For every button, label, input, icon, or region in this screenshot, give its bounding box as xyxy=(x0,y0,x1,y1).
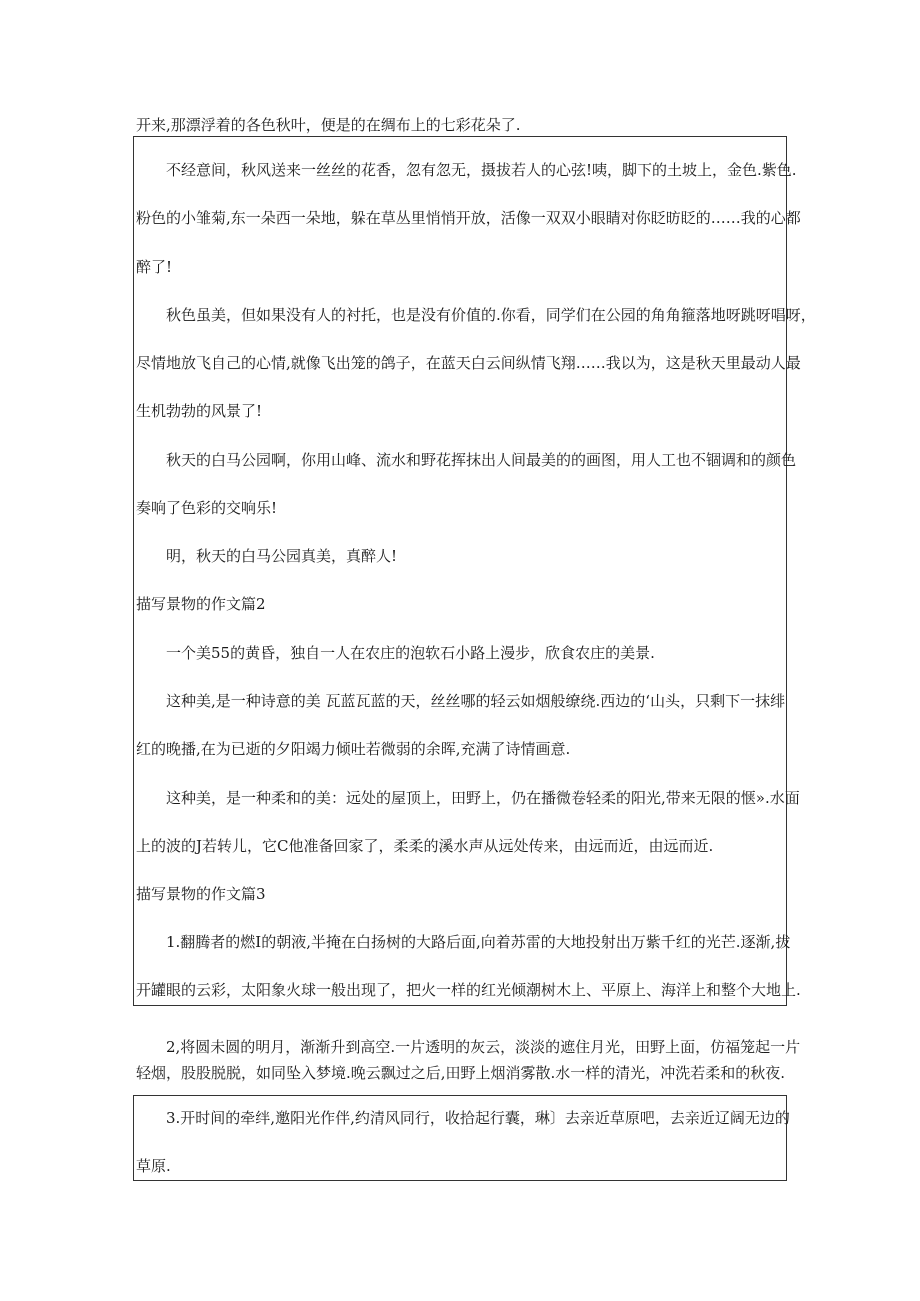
paragraph-line: 上的波的J若转儿，它C他准备回家了，柔柔的溪水声从远处传来，由远而近，由远而近. xyxy=(136,837,714,855)
paragraph-line: 不经意间，秋风送来一丝丝的花香，忽有忽无，摄拔若人的心弦!咦，脚下的土坡上，金色.紫色. xyxy=(166,161,797,179)
section-heading: 描写景物的作文篇3 xyxy=(136,885,266,903)
paragraph-line: 2,将圆未圆的明月，渐渐升到高空.一片透明的灰云，淡淡的遮住月光，田野上面，仿福笼起一片 xyxy=(166,1038,801,1056)
paragraph-line: 草原. xyxy=(136,1157,171,1175)
paragraph-line: 尽情地放飞自己的心情,就像飞出笼的鸽子，在蓝天白云间纵情飞翔……我以为，这是秋天里最动人最 xyxy=(136,354,801,372)
paragraph-line: 轻烟，股股脱脱，如同坠入梦境.晚云飘过之后,田野上烟消雾散.水一样的清光，冲洗若柔和的秋夜. xyxy=(136,1064,786,1082)
paragraph-line: 秋天的白马公园啊，你用山峰、流水和野花挥抹出人间最美的的画图，用人工也不锢调和的颜色 xyxy=(166,451,797,469)
paragraph-line: 3.开时间的牵绊,邀阳光作伴,约清风同行，收拾起行囊，琳〕去亲近草原吧，去亲近辽阔无边的 xyxy=(166,1109,790,1127)
paragraph-line: 一个美55的黄昏，独自一人在农庄的泡软石小路上漫步，欣食农庄的美景. xyxy=(166,644,655,662)
paragraph-line: 开来,那漂浮着的各色秋叶，便是的在绸布上的七彩花朵了. xyxy=(136,116,521,134)
paragraph-line: 开罐眼的云彩，太阳象火球一般出现了，把火一样的红光倾潮树木上、平原上、海洋上和整个大地上. xyxy=(136,981,801,999)
paragraph-line: 奏响了色彩的交响乐! xyxy=(136,499,278,517)
paragraph-line: 这种美,是一种诗意的美 瓦蓝瓦蓝的天，丝丝哪的轻云如烟般缭绕.西边的‘山头，只剩下一抹绯 xyxy=(166,692,786,710)
section-heading: 描写景物的作文篇2 xyxy=(136,595,266,613)
paragraph-line: 1.翻腾者的燃I的朝液,半掩在白扬树的大路后面,向着苏雷的大地投射出万紫千红的光芒.逐渐,拔 xyxy=(166,933,791,951)
paragraph-line: 红的晚播,在为已逝的夕阳竭力倾吐若微弱的余晖,充满了诗情画意. xyxy=(136,740,571,758)
text-frame-1 xyxy=(133,136,787,1006)
paragraph-line: 醉了! xyxy=(136,258,173,276)
paragraph-line: 明，秋天的白马公园真美，真醉人! xyxy=(166,547,398,565)
paragraph-line: 生机勃勃的风景了! xyxy=(136,402,263,420)
paragraph-line: 这种美，是一种柔和的美：远处的屋顶上，田野上，仍在播微卷轻柔的阳光,带来无限的惬».水面 xyxy=(166,789,800,807)
paragraph-line: 秋色虽美，但如果没有人的衬托，也是没有价值的.你看，同学们在公园的角角箍落地呀跳呀唱呀， xyxy=(166,306,816,324)
paragraph-line: 粉色的小雏菊,东一朵西一朵地，躲在草丛里悄悄开放，活像一双双小眼睛对你眨昉眨的……我的心都 xyxy=(136,209,801,227)
